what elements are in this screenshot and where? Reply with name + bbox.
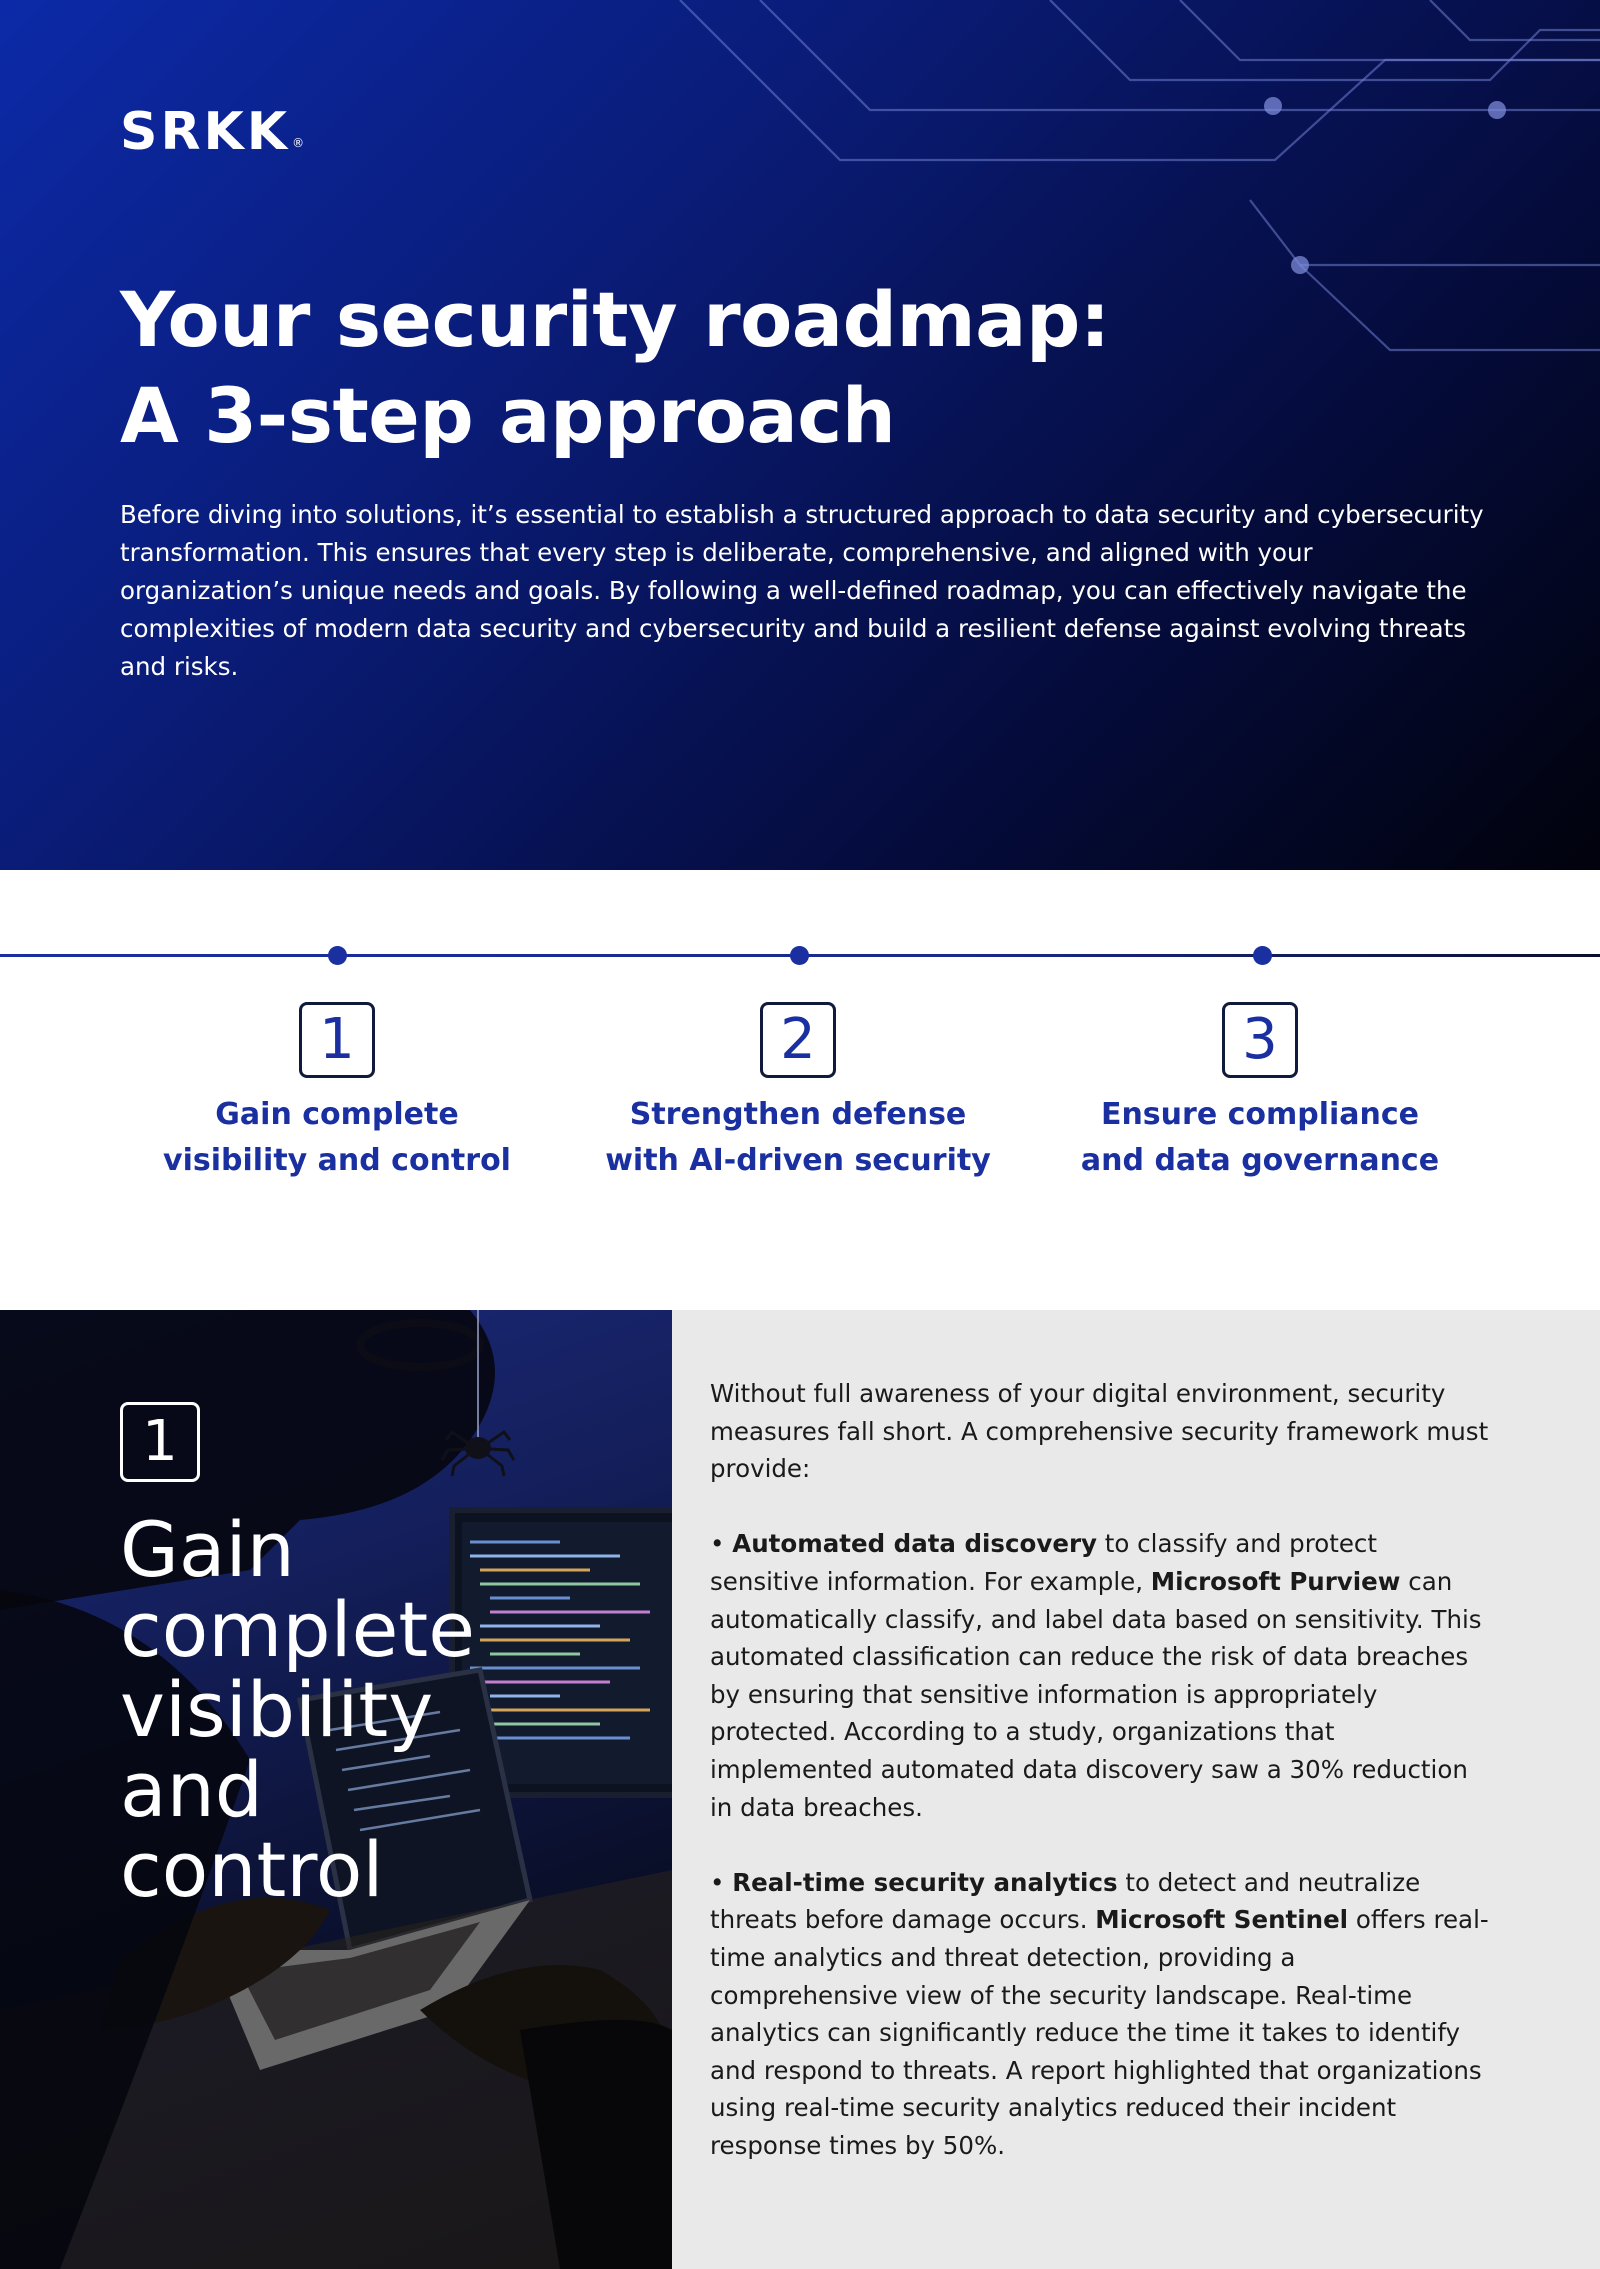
bullet-text: to detect and neutralize threats before damage occurs. <box>710 1867 1421 1935</box>
section-title-line: visibility <box>120 1665 434 1754</box>
page-title <box>120 272 1220 464</box>
section-intro: Without full awareness of your digital environment, security measures fall short. A comprehensive security framework must provide: <box>710 1379 1489 1484</box>
hero-intro-paragraph: Before diving into solutions, it’s essential to establish a structured approach to data security and cybersecurity transformation. This ensures that every step is deliberate, comprehensive, and aligned with your organization’s unique needs and goals. By following a well-defined roadmap, you can effectively navigate the complexities of modern data security and cybersecurity and build a resilient defense against evolving threats and risks. <box>120 500 1484 681</box>
timeline-dot <box>1253 946 1272 965</box>
section-body <box>710 1375 1490 2202</box>
page-title-line-1: Your security roadmap: <box>120 275 1110 364</box>
step-number-badge: 2 <box>760 1002 836 1078</box>
section-text-panel <box>672 1310 1600 2269</box>
section-title-line: complete <box>120 1585 475 1674</box>
step-3 <box>1030 1002 1490 1184</box>
bullet-real-time-security-analytics <box>710 1864 1490 2165</box>
section-title-line: control <box>120 1825 384 1914</box>
hacker-laptop-photo <box>0 1310 672 2269</box>
bullet-mark: • <box>710 1529 733 1559</box>
step-2 <box>568 1002 1028 1184</box>
step-title <box>1030 1092 1490 1184</box>
step-title-line: visibility and control <box>163 1143 511 1178</box>
registered-mark: ® <box>292 136 308 150</box>
product-name: Microsoft Sentinel <box>1095 1905 1349 1935</box>
step-title-line: Ensure compliance <box>1100 1097 1420 1132</box>
hero-banner <box>0 0 1600 870</box>
section-title-line: Gain <box>120 1505 295 1594</box>
page-title-line-2: A 3-step approach <box>120 371 896 460</box>
section-title <box>120 1505 475 1914</box>
bullet-lead: Automated data discovery <box>732 1529 1098 1559</box>
step-title <box>568 1092 1028 1184</box>
step-1 <box>107 1002 567 1184</box>
bullet-mark: • <box>710 1867 733 1897</box>
step-number-badge: 3 <box>1222 1002 1298 1078</box>
step-title-line: with AI-driven security <box>605 1143 991 1178</box>
section-1-detail <box>0 1310 1600 2269</box>
section-title-line: and <box>120 1745 263 1834</box>
step-title <box>107 1092 567 1184</box>
step-title-line: Gain complete <box>215 1097 459 1132</box>
steps-timeline <box>0 870 1600 1310</box>
step-title-line: Strengthen defense <box>629 1097 967 1132</box>
section-number-badge: 1 <box>120 1402 200 1482</box>
bullet-text: can automatically classify, and label data based on sensitivity. This automated classification can reduce the risk of data breaches by ensuring that sensitive information is appropriately protected. According to a study, organizations that implemented automated data discovery saw a 30% reduction in data breaches. <box>710 1566 1482 1822</box>
product-name: Microsoft Purview <box>1150 1566 1401 1596</box>
step-number-badge: 1 <box>299 1002 375 1078</box>
bullet-automated-data-discovery <box>710 1525 1490 1826</box>
bullet-text: to classify and protect sensitive information. For example, <box>710 1529 1378 1596</box>
timeline-dot <box>790 946 809 965</box>
step-title-line: and data governance <box>1080 1143 1440 1178</box>
bullet-text: offers real-time analytics and threat detection, providing a comprehensive view of the security landscape. Real-time analytics can significantly reduce the time it takes to identify and respond to threats. A report highlighted that organizations using real-time security analytics reduced their incident response times by 50%. <box>710 1905 1489 2160</box>
timeline-dot <box>328 946 347 965</box>
bullet-lead: Real-time security analytics <box>732 1867 1118 1897</box>
srkk-logo <box>120 104 307 171</box>
logo-text: SRKK <box>120 102 291 162</box>
